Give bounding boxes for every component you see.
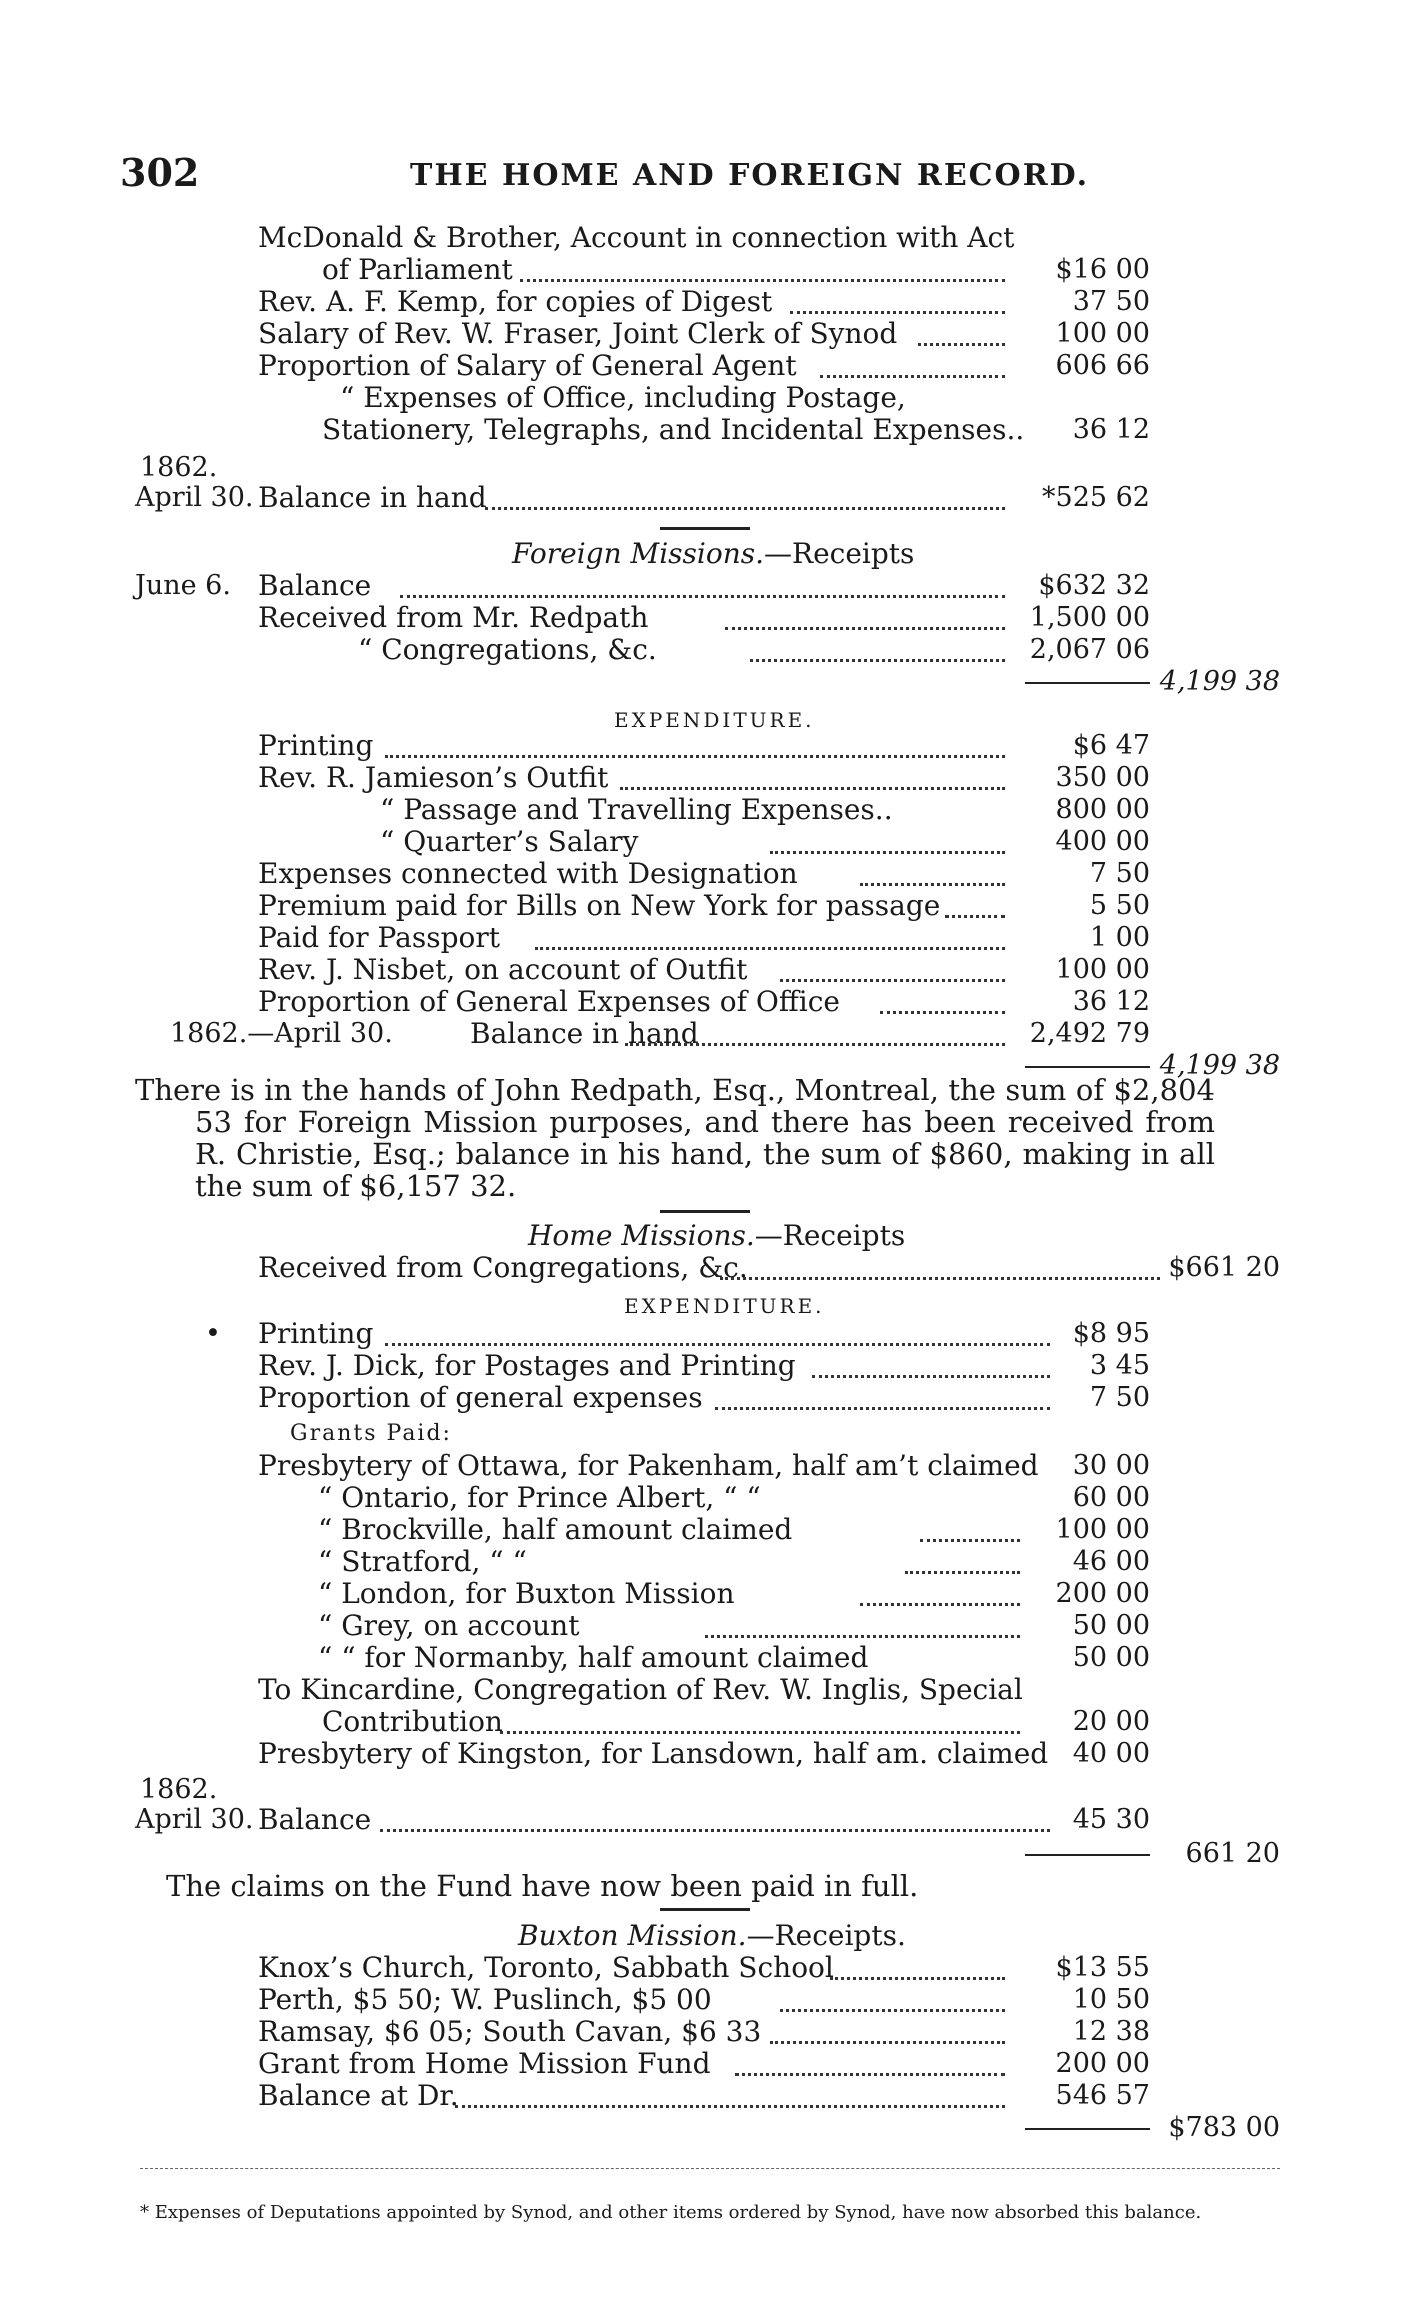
total-amount: 4,199 38 (1159, 666, 1280, 697)
dot-leader (620, 787, 1005, 790)
amount: 200 00 (1055, 1578, 1150, 1609)
ledger-line: Rev. J. Nisbet, on account of Outfit (258, 953, 748, 986)
amount: 45 30 (1072, 1804, 1150, 1835)
dot-leader (380, 1829, 1050, 1832)
ledger-line: Proportion of General Expenses of Office (258, 985, 840, 1018)
dot-leader (780, 979, 1005, 982)
section-title: Foreign Missions.—Receipts (512, 537, 915, 570)
dot-leader (485, 507, 1005, 510)
total-amount: $783 00 (1168, 2112, 1280, 2143)
dot-leader (880, 1011, 1005, 1014)
dot-leader (735, 2073, 1005, 2076)
amount: 46 00 (1072, 1546, 1150, 1577)
balance-line: Balance (258, 1803, 372, 1836)
footnote-rule (140, 2168, 1280, 2169)
total-amount: 4,199 38 (1159, 1050, 1280, 1081)
page-number: 302 (120, 150, 200, 195)
amount: 100 00 (1055, 318, 1150, 349)
ledger-line: Presbytery of Kingston, for Lansdown, half am. claimed (258, 1737, 1049, 1770)
amount: 30 00 (1072, 1450, 1150, 1481)
amount: 3 45 (1089, 1350, 1150, 1381)
section-divider (660, 1210, 750, 1213)
closing-note: The claims on the Fund have now been paid in full. (166, 1869, 919, 1903)
ledger-line: Proportion of general expenses (258, 1381, 703, 1414)
foreign-note-paragraph: There is in the hands of John Redpath, Esq., Montreal, the sum of $2,804 53 for Foreign Mission purposes, and there has been received from R. Christie, Esq.; balance in his hand, the sum of $860, making in all the sum of $6,157 32. (135, 1073, 1215, 1203)
amount: 12 38 (1072, 2016, 1150, 2047)
amount: 606 66 (1055, 350, 1150, 381)
footnote: * Expenses of Deputations appointed by Synod, and other items ordered by Synod, have now absorbed this balance. (140, 2202, 1202, 2223)
ledger-line: “ Stratford, “ “ (318, 1545, 527, 1578)
amount: 350 00 (1055, 762, 1150, 793)
section-title: Buxton Mission.—Receipts. (518, 1919, 906, 1952)
expenditure-heading: EXPENDITURE. (614, 708, 815, 732)
date-label: April 30. (135, 1804, 254, 1835)
ledger-line: “ Brockville, half amount claimed (318, 1513, 793, 1546)
ledger-line: To Kincardine, Congregation of Rev. W. Inglis, Special (258, 1673, 1023, 1706)
ledger-line: Contribution (322, 1705, 503, 1738)
ledger-line: Stationery, Telegraphs, and Incidental Expenses.. (322, 413, 1025, 446)
ledger-line: Balance (258, 569, 372, 602)
ledger-line: Paid for Passport (258, 921, 500, 954)
running-head: THE HOME AND FOREIGN RECORD. (410, 158, 1090, 193)
ledger-line: Ramsay, $6 05; South Cavan, $6 33 (258, 2015, 762, 2048)
ledger-line: “ London, for Buxton Mission (318, 1577, 735, 1610)
amount: 37 50 (1072, 286, 1150, 317)
ledger-line: Presbytery of Ottawa, for Pakenham, half am’t claimed (258, 1449, 1039, 1482)
ledger-line: Printing (258, 1317, 374, 1350)
amount: 100 00 (1055, 954, 1150, 985)
amount: $632 32 (1038, 570, 1150, 601)
dot-leader (455, 2105, 1005, 2108)
amount: $8 95 (1072, 1318, 1150, 1349)
ledger-line: Rev. J. Dick, for Postages and Printing (258, 1349, 796, 1382)
dot-leader (918, 343, 1005, 346)
year-label: 1862. (140, 1774, 218, 1805)
ledger-line: “ Expenses of Office, including Postage, (340, 381, 906, 414)
ledger-line: Grant from Home Mission Fund (258, 2047, 711, 2080)
ledger-line: Proportion of Salary of General Agent (258, 349, 797, 382)
date-label: June 6. (135, 570, 231, 601)
dot-leader (820, 375, 1005, 378)
dot-leader (535, 947, 1005, 950)
dot-leader (625, 1043, 1005, 1046)
amount: $13 55 (1055, 1952, 1150, 1983)
amount: 2,492 79 (1029, 1018, 1150, 1049)
amount: 546 57 (1055, 2080, 1150, 2111)
ledger-line: of Parliament (322, 253, 513, 286)
section-title: Home Missions.—Receipts (528, 1219, 906, 1252)
amount: *525 62 (1042, 482, 1150, 513)
ledger-line: Balance at Dr. (258, 2079, 459, 2112)
ledger-line: Printing (258, 729, 374, 762)
grants-heading: Grants Paid: (290, 1421, 452, 1446)
amount: 7 50 (1089, 1382, 1150, 1413)
total-amount: $661 20 (1168, 1252, 1280, 1283)
section-divider (660, 527, 750, 530)
ledger-line: Rev. R. Jamieson’s Outfit (258, 761, 609, 794)
date-label: 1862.—April 30. (170, 1018, 393, 1049)
amount: 36 12 (1072, 414, 1150, 445)
dot-leader (385, 755, 1005, 758)
dot-leader (860, 883, 1005, 886)
dot-leader (790, 311, 1005, 314)
amount: 36 12 (1072, 986, 1150, 1017)
balance-line: Balance in hand (258, 481, 487, 514)
amount: 1 00 (1089, 922, 1150, 953)
ledger-line: Salary of Rev. W. Fraser, Joint Clerk of Synod (258, 317, 898, 350)
dot-leader (720, 1277, 1160, 1280)
ledger-line: “ Ontario, for Prince Albert, “ “ (318, 1481, 761, 1514)
dot-leader (385, 1343, 1050, 1346)
ledger-line: Rev. A. F. Kemp, for copies of Digest (258, 285, 773, 318)
page-header (0, 150, 1423, 210)
dot-leader (770, 2041, 1005, 2044)
ledger-line: “ Quarter’s Salary (380, 825, 639, 858)
amount: $16 00 (1055, 254, 1150, 285)
dot-leader (770, 851, 1005, 854)
ledger-line: “ Grey, on account (318, 1609, 580, 1642)
amount: 60 00 (1072, 1482, 1150, 1513)
dot-leader (725, 627, 1005, 630)
ledger-line: Expenses connected with Designation (258, 857, 798, 890)
amount: 800 00 (1055, 794, 1150, 825)
dot-leader (750, 659, 1005, 662)
amount: 2,067 06 (1029, 634, 1150, 665)
dot-leader (500, 1731, 1020, 1734)
dot-leader (830, 1977, 1005, 1980)
ledger-line: Knox’s Church, Toronto, Sabbath School (258, 1951, 834, 1984)
dot-leader (860, 1603, 1020, 1606)
section-divider (660, 1908, 750, 1911)
amount: 100 00 (1055, 1514, 1150, 1545)
ledger-line: “ Congregations, &c. (358, 633, 657, 666)
ledger-line: Received from Mr. Redpath (258, 601, 649, 634)
dot-leader (400, 595, 1005, 598)
ledger-line: Received from Congregations, &c. (258, 1251, 748, 1284)
bullet-mark: • (205, 1318, 221, 1349)
total-amount: 661 20 (1185, 1838, 1280, 1869)
amount: 1,500 00 (1029, 602, 1150, 633)
amount: 50 00 (1072, 1642, 1150, 1673)
ledger-line: McDonald & Brother, Account in connection with Act (258, 221, 1015, 254)
amount: 5 50 (1089, 890, 1150, 921)
dot-leader (520, 279, 1005, 282)
amount: 40 00 (1072, 1738, 1150, 1769)
amount: $6 47 (1072, 730, 1150, 761)
expenditure-heading: EXPENDITURE. (624, 1294, 825, 1318)
balance-line: Balance in hand (470, 1017, 699, 1050)
ledger-line: Perth, $5 50; W. Puslinch, $5 00 (258, 1983, 712, 2016)
dot-leader (705, 1635, 1020, 1638)
ledger-line: Premium paid for Bills on New York for passage (258, 889, 941, 922)
amount: 7 50 (1089, 858, 1150, 889)
amount: 10 50 (1072, 1984, 1150, 2015)
amount: 400 00 (1055, 826, 1150, 857)
amount: 20 00 (1072, 1706, 1150, 1737)
ledger-line: “ “ for Normanby, half amount claimed (318, 1641, 869, 1674)
amount: 50 00 (1072, 1610, 1150, 1641)
date-label: April 30. (135, 482, 254, 513)
dot-leader (945, 915, 1005, 918)
ledger-line: “ Passage and Travelling Expenses.. (380, 793, 893, 826)
dot-leader (780, 2009, 1005, 2012)
amount: 200 00 (1055, 2048, 1150, 2079)
year-label: 1862. (140, 452, 218, 483)
